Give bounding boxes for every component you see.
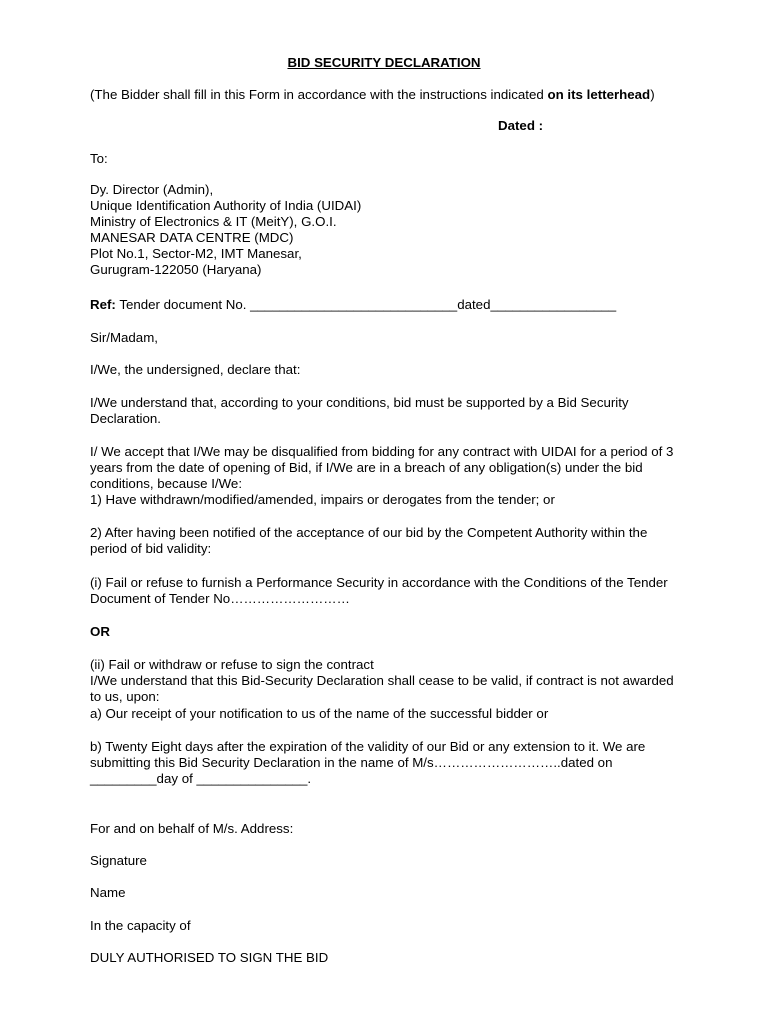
address-line: Ministry of Electronics & IT (MeitY), G.O.I.: [90, 214, 337, 229]
or-label: OR: [90, 624, 110, 639]
authorised-line: DULY AUTHORISED TO SIGN THE BID: [90, 950, 329, 965]
dated-label: Dated :: [498, 118, 544, 133]
capacity-label: In the capacity of: [90, 918, 191, 933]
declaration-intro: I/We, the undersigned, declare that:: [90, 362, 301, 377]
condition-item-1: 1) Have withdrawn/modified/amended, impairs or derogates from the tender; or: [90, 492, 555, 507]
paragraph-cease: I/We understand that this Bid-Security Declaration shall cease to be valid, if contract is not awarded to us, upon:: [90, 673, 674, 704]
on-behalf-line: For and on behalf of M/s. Address:: [90, 821, 294, 836]
condition-item-ii: (ii) Fail or withdraw or refuse to sign the contract: [90, 657, 374, 672]
address-line: Dy. Director (Admin),: [90, 182, 214, 197]
instruction-bold: on its letterhead: [547, 87, 651, 102]
address-line: Gurugram-122050 (Haryana): [90, 262, 262, 277]
condition-item-2: 2) After having been notified of the acceptance of our bid by the Competent Authority within the period of bid validity:: [90, 525, 648, 556]
instruction-close: ): [650, 87, 655, 102]
to-label: To:: [90, 151, 108, 166]
address-line: Plot No.1, Sector-M2, IMT Manesar,: [90, 246, 302, 261]
ref-text: Tender document No. ____________________________dated_________________: [115, 297, 617, 312]
condition-item-b: b) Twenty Eight days after the expiration of the validity of our Bid or any extension to it. We are submitting this Bid Security Declaration in the name of M/s………………………..dated on _________day of _______________.: [90, 739, 646, 786]
address-block: [90, 182, 680, 278]
signature-label: Signature: [90, 853, 147, 868]
address-line: MANESAR DATA CENTRE (MDC): [90, 230, 294, 245]
instruction-text: (The Bidder shall fill in this Form in accordance with the instructions indicated: [90, 87, 548, 102]
condition-item-a: a) Our receipt of your notification to us of the name of the successful bidder or: [90, 706, 549, 721]
address-line: Unique Identification Authority of India (UIDAI): [90, 198, 362, 213]
paragraph-understand: I/We understand that, according to your conditions, bid must be supported by a Bid Security Declaration.: [90, 395, 629, 426]
ref-label: Ref:: [90, 297, 116, 312]
instruction-line: [90, 87, 730, 103]
reference-line: [90, 297, 680, 313]
condition-item-i: (i) Fail or refuse to furnish a Performance Security in accordance with the Conditions of the Tender Document of Tender No………………………: [90, 575, 668, 606]
paragraph-accept: I/ We accept that I/We may be disqualified from bidding for any contract with UIDAI for a period of 3 years from the date of opening of Bid, if I/We are in a breach of any obligation(s) under the bid conditions, because I/We:: [90, 444, 674, 491]
salutation: Sir/Madam,: [90, 330, 158, 345]
name-label: Name: [90, 885, 126, 900]
document-title: BID SECURITY DECLARATION: [287, 55, 481, 70]
